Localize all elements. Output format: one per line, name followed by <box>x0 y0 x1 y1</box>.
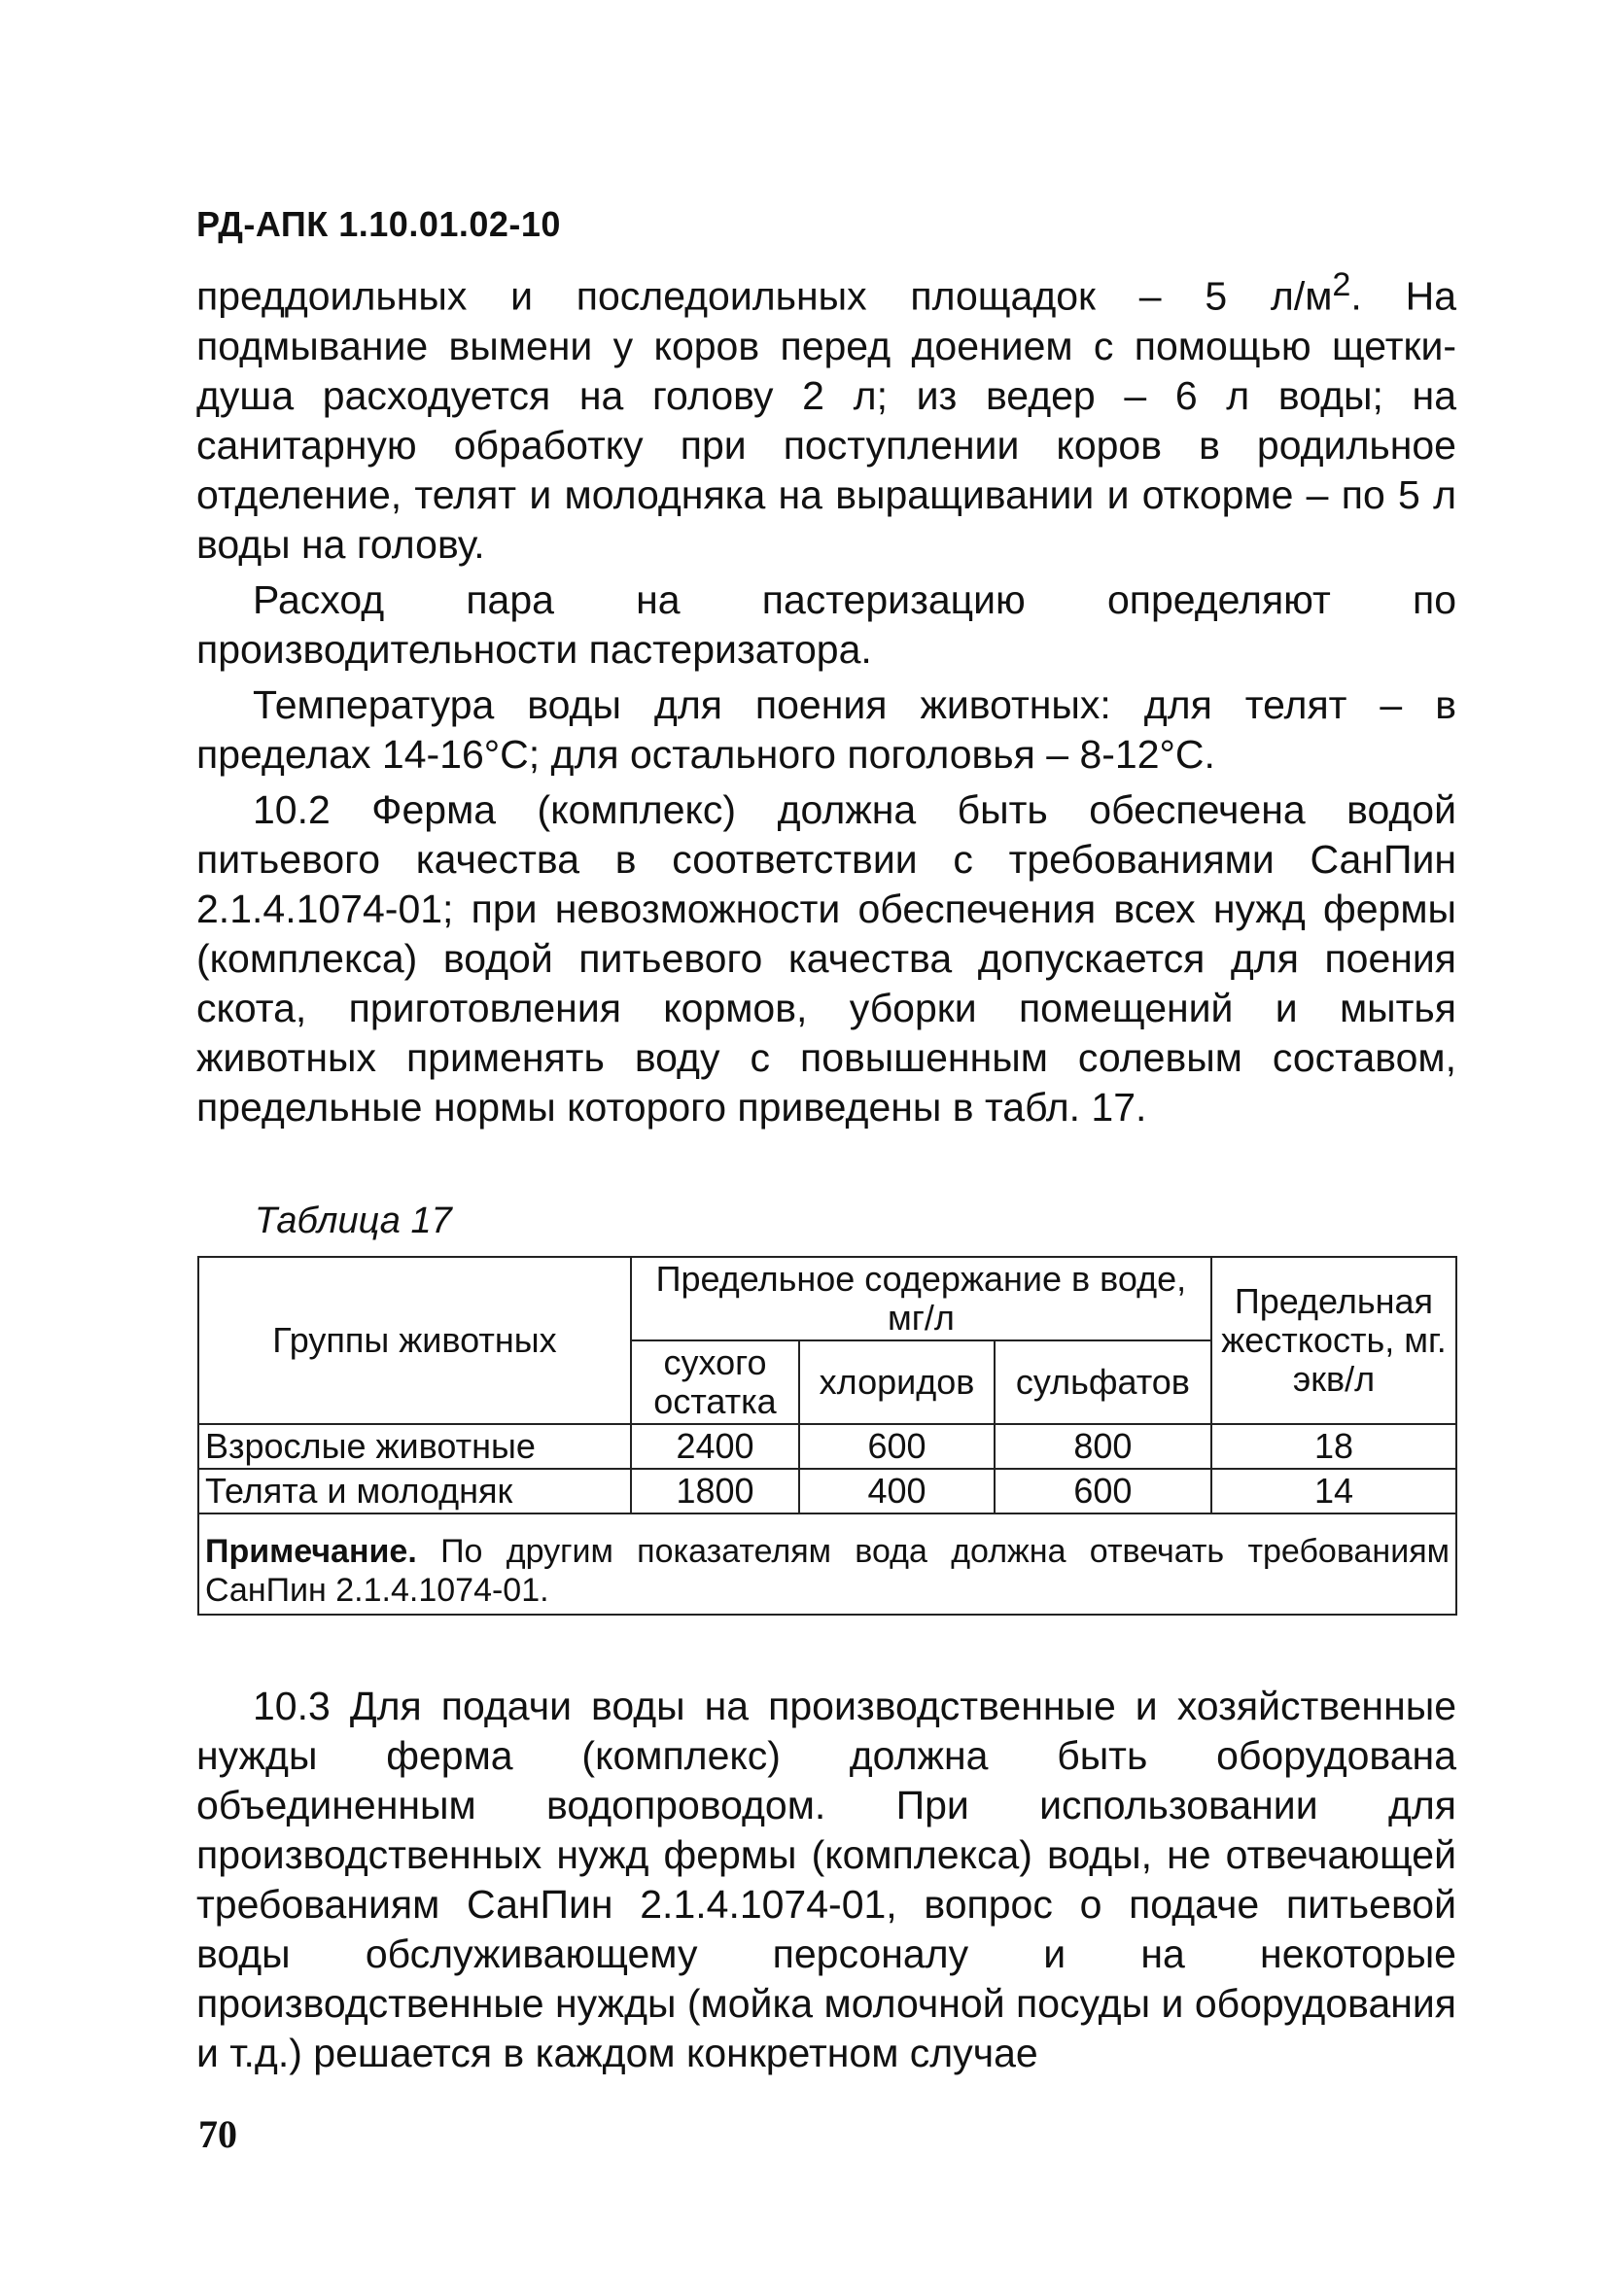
table-note <box>198 1513 1456 1615</box>
note-text: По другим показателям вода должна отвечать требованиям СанПин 2.1.4.1074-01. <box>205 1533 1450 1609</box>
page-number: 70 <box>198 2112 237 2156</box>
header-dry-residue: сухого остатка <box>631 1340 799 1424</box>
paragraph-text: . На подмывание вымени у коров перед доением с помощью щетки-душа расходуется на голову 2 л; из ведер – 6 л воды; на санитарную обработку при поступлении коров в родильное отделение, телят и молодняка на выращивании и откорме – по 5 л воды на голову. <box>196 273 1456 567</box>
table-caption: Таблица 17 <box>255 1200 452 1241</box>
paragraph-10-3: 10.3 Для подачи воды на производственные и хозяйственные нужды ферма (комплекс) должна быть оборудована объединенным водопроводом. При использовании для производственных нужд фермы (комплекса) воды, не отвечающей требованиям СанПин 2.1.4.1074-01, вопрос о подаче питьевой воды обслуживающему персоналу и на некоторые производственные нужды (мойка молочной посуды и оборудования и т.д.) решается в каждом конкретном случае <box>196 1684 1456 2075</box>
table-row <box>198 1469 1456 1513</box>
cell-dry: 2400 <box>631 1424 799 1469</box>
paragraph-continuation <box>196 261 1456 570</box>
paragraph-temperature: Температура воды для поения животных: для телят – в пределах 14-16°С; для остального поголовья – 8-12°С. <box>196 681 1456 777</box>
cell-hard: 14 <box>1211 1469 1456 1513</box>
table-row <box>198 1424 1456 1469</box>
header-sulfates: сульфатов <box>995 1340 1211 1424</box>
header-groups: Группы животных <box>198 1257 631 1424</box>
superscript: 2 <box>1332 266 1351 303</box>
table-note-row <box>198 1513 1456 1615</box>
paragraph-10-2: 10.2 Ферма (комплекс) должна быть обеспечена водой питьевого качества в соответствии с требованиями СанПин 2.1.4.1074-01; при невозможности обеспечения всех нужд фермы (комплекса) водой питьевого качества допускается для поения скота, приготовления кормов, уборки помещений и мытья животных применять воду с повышенным солевым составом, предельные нормы которого приведены в табл. 17. <box>196 786 1456 1130</box>
cell-dry: 1800 <box>631 1469 799 1513</box>
paragraph-text: преддоильных и последоильных площадок – 5 л/м <box>196 273 1333 319</box>
cell-group: Телята и молодняк <box>198 1469 631 1513</box>
water-limits-table <box>197 1256 1457 1616</box>
cell-group: Взрослые животные <box>198 1424 631 1469</box>
table-header-row <box>198 1257 1456 1340</box>
cell-sulf: 600 <box>995 1469 1211 1513</box>
header-content: Предельное содержание в воде, мг/л <box>631 1257 1211 1340</box>
cell-hard: 18 <box>1211 1424 1456 1469</box>
header-hardness: Предельная жесткость, мг. экв/л <box>1211 1257 1456 1424</box>
cell-chlor: 400 <box>799 1469 995 1513</box>
note-label: Примечание. <box>205 1533 417 1570</box>
header-chlorides: хлоридов <box>799 1340 995 1424</box>
document-code-header: РД-АПК 1.10.01.02-10 <box>196 204 561 244</box>
body-text-upper <box>196 261 1456 1138</box>
body-text-lower <box>196 1682 1456 2084</box>
paragraph-steam: Расход пара на пастеризацию определяют по производительности пастеризатора. <box>196 576 1456 672</box>
cell-sulf: 800 <box>995 1424 1211 1469</box>
cell-chlor: 600 <box>799 1424 995 1469</box>
